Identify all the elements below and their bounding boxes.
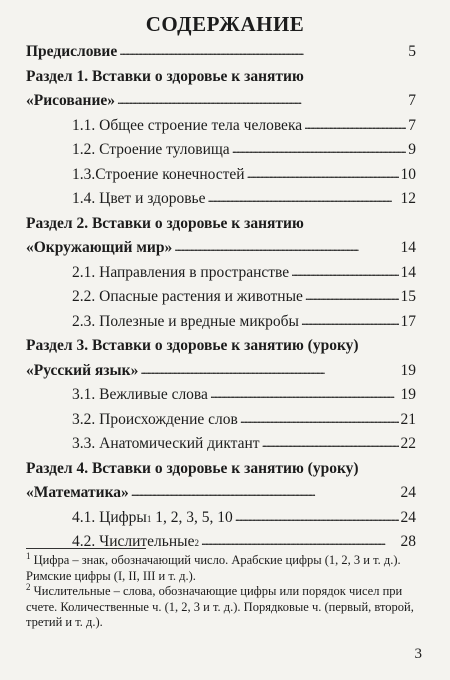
toc-entry-page: 24 [400, 484, 416, 501]
toc-entry-page: 7 [408, 116, 416, 134]
toc-entry-page: 14 [400, 239, 416, 256]
footnote [26, 550, 426, 584]
toc-entry [26, 408, 416, 433]
toc-entry-label: Раздел 1. Вставки о здоровье к занятию [26, 67, 304, 85]
toc-entry-label: «Окружающий мир» [26, 239, 173, 256]
dot-leader [174, 235, 398, 260]
dot-leader [119, 39, 406, 64]
toc-entry [26, 187, 416, 212]
toc-entry [26, 334, 416, 359]
toc-entry [26, 383, 416, 408]
toc-entry: 4.1. Цифры 1 1, 2, 3, 5, 10 . . . 24 [26, 506, 416, 531]
toc-entry-label-tail: 1, 2, 3, 5, 10 [151, 508, 233, 526]
dot-leader [232, 137, 407, 162]
toc-entry [26, 432, 416, 457]
toc-entry-label: «Рисование» [26, 92, 116, 109]
toc-entry [26, 261, 416, 286]
toc-entry-page: 19 [400, 386, 416, 403]
dot-leader [201, 529, 399, 554]
toc-entry-page: 12 [400, 190, 416, 207]
toc-entry-page: 10 [400, 165, 416, 183]
toc-entry [26, 138, 416, 163]
dot-leader [304, 113, 406, 138]
toc-entry-page: 22 [400, 435, 416, 452]
toc-entry-label: Предисловие [26, 43, 118, 60]
dot-leader [305, 284, 399, 309]
dot-leader [240, 407, 399, 432]
toc-entry-label: 1.4. Цвет и здоровье [72, 190, 206, 207]
toc-entry [26, 236, 416, 261]
toc-entry-label: 2.1. Направления в пространстве [72, 263, 290, 281]
toc-entry-label: 2.2. Опасные растения и животные [72, 288, 303, 305]
toc-entry-label: Раздел 4. Вставки о здоровье к занятию (уроку) [26, 459, 359, 477]
toc-entry [26, 457, 416, 482]
toc-entry: 4.2. Числительные 2 . . . 28 [26, 530, 416, 555]
dot-leader [208, 186, 399, 211]
toc-entry-label: «Русский язык» [26, 361, 139, 379]
toc-entry-label: Раздел 2. Вставки о здоровье к занятию [26, 214, 304, 232]
toc-entry-label: «Математика» [26, 484, 129, 501]
toc-entry [26, 89, 416, 114]
table-of-contents [26, 40, 416, 555]
dot-leader [131, 480, 399, 505]
footnote-divider [26, 548, 146, 549]
page-number: 3 [414, 646, 422, 662]
toc-entry-page: 15 [400, 288, 416, 305]
toc-entry-label: 3.2. Происхождение слов [72, 410, 238, 428]
toc-entry-label: 1.2. Строение туловища [72, 141, 230, 158]
dot-leader [117, 88, 406, 113]
toc-entry [26, 114, 416, 139]
dot-leader [235, 505, 399, 530]
toc-entry-label: Раздел 3. Вставки о здоровье к занятию (уроку) [26, 337, 359, 354]
toc-entry-page: 19 [400, 361, 416, 379]
footnote-text: Цифра – знак, обозначающий число. Арабские цифры (1, 2, 3 и т. д.). Римские цифры (I, II, III и т. д.). [26, 553, 401, 583]
dot-leader [291, 260, 398, 285]
dot-leader [210, 382, 399, 407]
footnote-mark: 2 [26, 581, 31, 592]
footnotes [26, 550, 426, 631]
footnote [26, 581, 426, 631]
toc-entry [26, 65, 416, 90]
dot-leader [262, 431, 399, 456]
dot-leader [301, 309, 399, 334]
toc-entry-label: 1.1. Общее строение тела человека [72, 116, 303, 134]
footnote-text: Числительные – слова, обозначающие цифры или порядок чисел при счете. Количественные ч. (1, 2, 3 и т. д.). Порядковые ч. (первый, второй, третий и т. д.). [26, 584, 414, 629]
toc-entry [26, 285, 416, 310]
dot-leader [140, 358, 398, 383]
footnote-mark: 1 [26, 550, 31, 561]
toc-entry-label: 3.3. Анатомический диктант [72, 435, 260, 452]
toc-entry [26, 40, 416, 65]
dot-leader [247, 162, 399, 187]
toc-entry [26, 481, 416, 506]
toc-entry-page: 9 [408, 141, 416, 158]
toc-entry-label: 1.3.Строение конечностей [72, 165, 245, 183]
toc-entry [26, 163, 416, 188]
toc-entry-page: 5 [408, 43, 416, 60]
toc-entry-label: 3.1. Вежливые слова [72, 386, 208, 403]
toc-entry-page: 7 [408, 92, 416, 109]
toc-entry-page: 28 [400, 533, 416, 550]
toc-entry-page: 14 [400, 263, 416, 281]
toc-entry-label: 4.1. Цифры [72, 508, 147, 526]
toc-entry-page: 17 [400, 312, 416, 330]
toc-entry [26, 212, 416, 237]
toc-entry-label: 4.2. Числительные [72, 533, 195, 550]
toc-entry [26, 310, 416, 335]
toc-entry-label: 2.3. Полезные и вредные микробы [72, 312, 299, 330]
toc-entry [26, 359, 416, 384]
toc-entry-page: 21 [400, 410, 416, 428]
toc-entry-page: 24 [400, 508, 416, 526]
page-title: СОДЕРЖАНИЕ [145, 12, 305, 36]
